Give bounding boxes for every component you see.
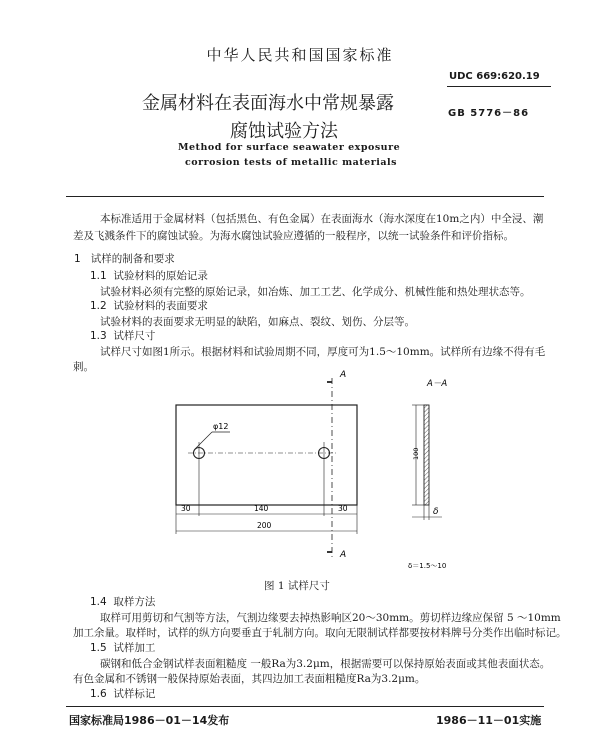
english-title-line-1: Method for surface seawater exposure (178, 142, 401, 153)
section-title: 试样加工 (113, 642, 156, 654)
issue-date: 国家标准局1986－01－14发布 (69, 714, 230, 727)
section-number: 1.4 (90, 596, 107, 608)
section-number: 1.6 (90, 688, 107, 700)
section-number: 1 (74, 253, 81, 265)
section-1-4-text-1: 取样可用剪切和气割等方法，气割边缘要去掉热影响区20～30mm。剪切样边缘应保留 5 ～10mm (100, 612, 561, 624)
thickness-note: δ＝1.5～10 (408, 562, 447, 570)
plate-outline (176, 405, 357, 505)
section-1-2 (90, 298, 208, 313)
section-1-6 (90, 686, 155, 701)
section-title: 试验材料的原始记录 (113, 270, 208, 282)
section-1-4-text-2: 加工余量。取样时，试样的纵方向要垂直于轧制方向。取向无限制试样都要按材料牌号分类作出临时标记。 (73, 627, 567, 639)
dim-30-left: 30 (181, 504, 191, 513)
english-title-line-2: corrosion tests of metallic materials (185, 157, 397, 168)
section-label-top: A (340, 370, 347, 380)
section-title: 试样标记 (113, 688, 156, 700)
section-1-5 (90, 640, 155, 655)
diameter-leader (195, 432, 212, 449)
section-title: 试验材料的表面要求 (113, 300, 208, 312)
section-1-1 (90, 268, 208, 283)
intro-line-2: 差及飞溅条件下的腐蚀试验。为海水腐蚀试验应遵循的一般程序，以统一试验条件和评价指标。 (73, 230, 514, 242)
effective-date: 1986－11－01实施 (436, 714, 542, 727)
code-divider (447, 86, 551, 87)
section-1-4 (90, 594, 155, 609)
section-view-title: A－A (427, 379, 448, 389)
section-number: 1.1 (90, 270, 107, 282)
section-1-5-text-2: 有色金属和不锈钢一般保持原始表面，其四边加工表面粗糙度Ra为3.2μm。 (73, 673, 426, 685)
section-1-5-text-1: 碳钢和低合金钢试样表面粗糙度 一般Ra为3.2μm，根据需要可以保持原始表面或其他表面状态。 (100, 658, 551, 670)
section-1-2-text: 试验材料的表面要求无明显的缺陷，如麻点、裂纹、划伤、分层等。 (100, 316, 415, 328)
section-view-plate (424, 405, 429, 505)
dim-30-right: 30 (338, 504, 348, 513)
figure-1-drawing (150, 368, 460, 578)
intro-line-1: 本标准适用于金属材料（包括黑色、有色金属）在表面海水（海水深度在10m之内）中全浸、潮 (100, 213, 544, 225)
section-number: 1.3 (90, 330, 107, 342)
top-rule (66, 196, 544, 197)
dim-140: 140 (254, 504, 269, 513)
thickness-label: δ (433, 507, 439, 517)
section-title: 取样方法 (113, 596, 156, 608)
section-1-3-text-2: 刺。 (73, 361, 94, 373)
footer-rule (66, 706, 544, 707)
national-standard-heading: 中华人民共和国国家标准 (206, 46, 394, 64)
section-title: 试样尺寸 (113, 330, 156, 342)
gb-code: GB 5776－86 (448, 108, 530, 119)
section-1-1-text: 试验材料必须有完整的原始记录，如冶炼、加工工艺、化学成分、机械性能和热处理状态等。 (100, 286, 531, 298)
dim-200: 200 (257, 521, 272, 530)
hole-diameter-label: φ12 (213, 422, 229, 431)
section-number: 1.5 (90, 642, 107, 654)
udc-code: UDC 669:620.19 (449, 71, 540, 82)
section-title: 试样的制备和要求 (90, 253, 175, 265)
section-label-bottom: A (340, 550, 347, 560)
section-1-3-text-1: 试样尺寸如图1所示。根据材料和试验周期不同，厚度可为1.5～10mm。试样所有边缘不得有毛 (100, 346, 546, 358)
section-number: 1.2 (90, 300, 107, 312)
section-1-3 (90, 328, 155, 343)
title-line-2: 腐蚀试验方法 (230, 121, 338, 142)
section-1 (74, 251, 175, 266)
figure-caption: 图 1 试样尺寸 (264, 580, 330, 592)
dim-100: 100 (412, 447, 420, 460)
title-line-1: 金属材料在表面海水中常规暴露 (142, 93, 394, 114)
